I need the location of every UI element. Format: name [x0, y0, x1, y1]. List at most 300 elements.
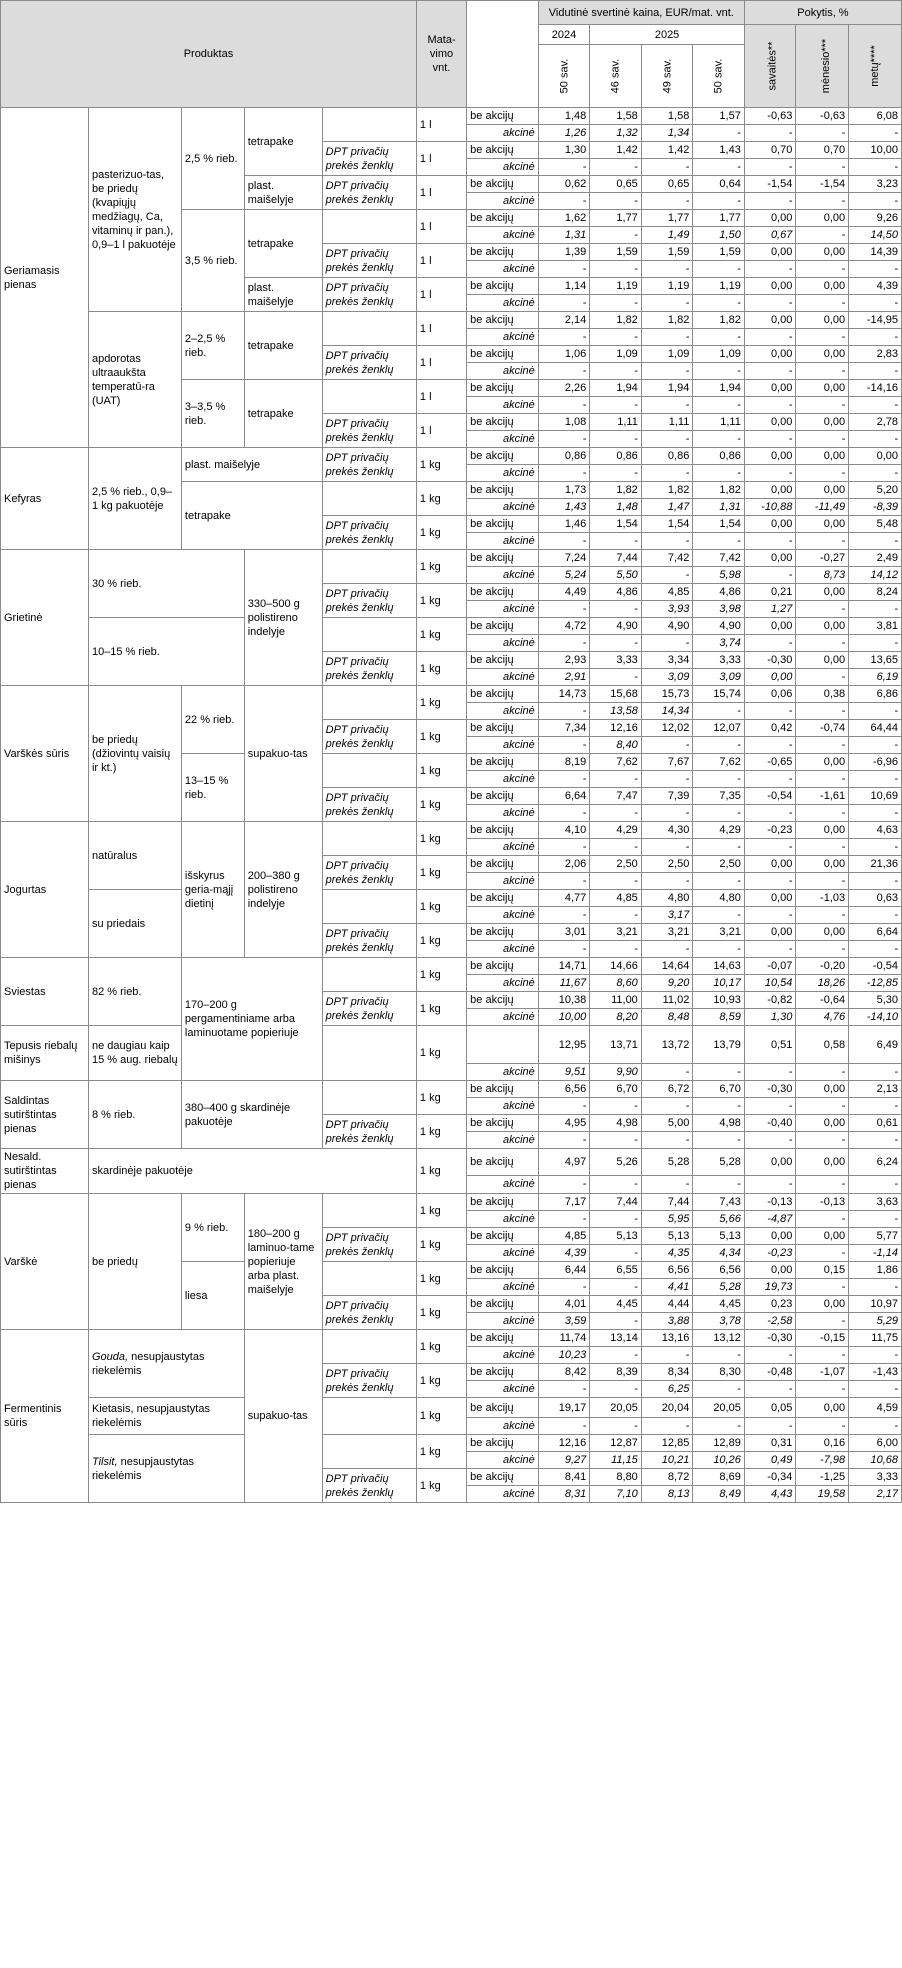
value-cell: 1,82 — [693, 482, 745, 499]
value-cell: - — [849, 397, 902, 414]
value-cell: - — [641, 261, 693, 278]
value-cell: - — [641, 295, 693, 312]
value-cell: 7,42 — [693, 550, 745, 567]
type-akc: akcinė — [467, 193, 539, 210]
value-cell: - — [744, 193, 796, 210]
value-cell: - — [538, 635, 590, 652]
value-cell: - — [849, 193, 902, 210]
value-cell: - — [849, 1279, 902, 1296]
value-cell: 1,27 — [744, 601, 796, 618]
value-cell: 0,00 — [744, 669, 796, 686]
value-cell: 1,54 — [641, 516, 693, 533]
value-cell: 6,64 — [538, 788, 590, 805]
value-cell: 4,76 — [796, 1009, 849, 1026]
value-cell: 1,59 — [641, 244, 693, 261]
sub-kietasis: Kietasis, nesupjaustytas riekelėmis — [88, 1398, 244, 1435]
value-cell: 0,00 — [744, 346, 796, 363]
value-cell: 4,10 — [538, 822, 590, 839]
value-cell: 5,66 — [693, 1211, 745, 1228]
brand-blank — [322, 686, 416, 720]
value-cell: -0,82 — [744, 992, 796, 1009]
value-cell: 4,80 — [693, 890, 745, 907]
value-cell: -1,25 — [796, 1469, 849, 1486]
value-cell: 0,00 — [796, 278, 849, 295]
value-cell: 1,11 — [641, 414, 693, 431]
pack-plast: plast. maišelyje — [244, 176, 322, 210]
fat-3-5: 3,5 % rieb. — [181, 210, 244, 312]
value-cell: 2,13 — [849, 1081, 902, 1098]
value-cell: 3,98 — [693, 601, 745, 618]
header-year-2025: 2025 — [590, 25, 745, 45]
type-akc: akcinė — [467, 1381, 539, 1398]
value-cell: 0,00 — [796, 414, 849, 431]
header-monthly: mėnesio*** — [796, 25, 849, 108]
value-cell: 1,82 — [641, 312, 693, 329]
value-cell: 11,67 — [538, 975, 590, 992]
fat-liesa: liesa — [181, 1262, 244, 1330]
type-akc: akcinė — [467, 465, 539, 482]
value-cell: - — [538, 295, 590, 312]
type-akc: akcinė — [467, 1418, 539, 1435]
value-cell: 8,30 — [693, 1364, 745, 1381]
value-cell: 4,39 — [538, 1245, 590, 1262]
value-cell: 5,13 — [641, 1228, 693, 1245]
type-be: be akcijų — [467, 278, 539, 295]
value-cell: - — [538, 737, 590, 754]
value-cell: - — [693, 193, 745, 210]
value-cell: 6,24 — [849, 1149, 902, 1176]
type-be: be akcijų — [467, 1330, 539, 1347]
value-cell: - — [796, 227, 849, 244]
value-cell: -0,34 — [744, 1469, 796, 1486]
value-cell: 0,86 — [590, 448, 642, 465]
value-cell: 3,81 — [849, 618, 902, 635]
value-cell: 1,62 — [538, 210, 590, 227]
type-be: be akcijų — [467, 516, 539, 533]
value-cell: 3,33 — [849, 1469, 902, 1486]
value-cell: 0,00 — [796, 1296, 849, 1313]
value-cell: - — [641, 567, 693, 584]
value-cell: 4,86 — [693, 584, 745, 601]
value-cell: 9,26 — [849, 210, 902, 227]
value-cell: 7,42 — [641, 550, 693, 567]
value-cell: 19,17 — [538, 1398, 590, 1418]
value-cell: - — [538, 703, 590, 720]
value-cell: - — [744, 1064, 796, 1081]
unit-cell: 1 kg — [416, 1398, 466, 1435]
value-cell: - — [693, 737, 745, 754]
value-cell: 1,54 — [693, 516, 745, 533]
value-cell: - — [744, 295, 796, 312]
value-cell: 0,00 — [744, 890, 796, 907]
value-cell: - — [590, 1245, 642, 1262]
type-be: be akcijų — [467, 1296, 539, 1313]
header-blank — [467, 1, 539, 108]
unit-cell: 1 kg — [416, 1296, 466, 1330]
value-cell: 1,34 — [641, 125, 693, 142]
gouda-name: Gouda, — [91, 1350, 129, 1363]
value-cell: - — [849, 125, 902, 142]
unit-cell: 1 kg — [416, 1115, 466, 1149]
value-cell: 9,20 — [641, 975, 693, 992]
type-be: be akcijų — [467, 890, 539, 907]
value-cell: - — [693, 1347, 745, 1364]
value-cell: 7,47 — [590, 788, 642, 805]
type-akc: akcinė — [467, 1098, 539, 1115]
value-cell: 13,65 — [849, 652, 902, 669]
value-cell: 8,20 — [590, 1009, 642, 1026]
value-cell: 0,42 — [744, 720, 796, 737]
unit-cell: 1 l — [416, 312, 466, 346]
value-cell: 1,31 — [538, 227, 590, 244]
value-cell: 5,28 — [693, 1149, 745, 1176]
value-cell: 1,08 — [538, 414, 590, 431]
unit-cell: 1 kg — [416, 1228, 466, 1262]
tilsit-rest: nesupjaustytas riekelėmis — [91, 1455, 194, 1482]
pack-pergament: 170–200 g pergamentiniame arba laminuotame popieriuje — [181, 958, 322, 1081]
value-cell: 2,83 — [849, 346, 902, 363]
sub-be-priedu-dz: be priedų (džiovintų vaisių ir kt.) — [88, 686, 181, 822]
pack-supak: supakuo-tas — [244, 1330, 322, 1503]
unit-cell: 1 kg — [416, 720, 466, 754]
fat-8: 8 % rieb. — [88, 1081, 181, 1149]
value-cell: - — [641, 465, 693, 482]
brand-dpt: DPT privačių prekės ženklų — [322, 516, 416, 550]
unit-cell: 1 kg — [416, 1364, 466, 1398]
value-cell: - — [796, 465, 849, 482]
value-cell: 0,00 — [796, 482, 849, 499]
value-cell: 0,61 — [849, 1115, 902, 1132]
value-cell: - — [796, 193, 849, 210]
value-cell: 13,71 — [590, 1026, 642, 1064]
pack-laminated: 180–200 g laminuo-tame popieriuje arba plast. maišelyje — [244, 1194, 322, 1330]
value-cell: 6,19 — [849, 669, 902, 686]
value-cell: 1,43 — [538, 499, 590, 516]
sub-uat: apdorotas ultraaukšta temperatū-ra (UAT) — [88, 312, 181, 448]
header-week-50a: 50 sav. — [538, 45, 590, 108]
value-cell: -1,03 — [796, 890, 849, 907]
value-cell: 3,01 — [538, 924, 590, 941]
value-cell: 4,45 — [693, 1296, 745, 1313]
value-cell: 5,95 — [641, 1211, 693, 1228]
pack-tin-2: skardinėje pakuotėje — [88, 1149, 416, 1194]
value-cell: 1,82 — [590, 482, 642, 499]
brand-dpt: DPT privačių prekės ženklų — [322, 584, 416, 618]
value-cell: - — [538, 431, 590, 448]
unit-cell: 1 l — [416, 176, 466, 210]
value-cell: 0,00 — [796, 652, 849, 669]
value-cell: 6,56 — [641, 1262, 693, 1279]
value-cell: 0,62 — [538, 176, 590, 193]
value-cell: 7,10 — [590, 1486, 642, 1503]
brand-dpt: DPT privačių prekės ženklų — [322, 788, 416, 822]
unit-cell: 1 kg — [416, 686, 466, 720]
tepusis-desc: ne daugiau kaip 15 % aug. riebalų — [88, 1026, 181, 1081]
value-cell: - — [641, 771, 693, 788]
value-cell: 0,00 — [744, 516, 796, 533]
value-cell: - — [796, 1245, 849, 1262]
value-cell: -0,15 — [796, 1330, 849, 1347]
value-cell: 8,19 — [538, 754, 590, 771]
value-cell: -14,95 — [849, 312, 902, 329]
value-cell: 12,95 — [538, 1026, 590, 1064]
value-cell: 10,23 — [538, 1347, 590, 1364]
value-cell: - — [744, 635, 796, 652]
value-cell: 0,00 — [796, 312, 849, 329]
value-cell: - — [796, 533, 849, 550]
value-cell: 7,67 — [641, 754, 693, 771]
value-cell: - — [849, 1347, 902, 1364]
value-cell: - — [538, 465, 590, 482]
value-cell: 4,90 — [693, 618, 745, 635]
value-cell: - — [590, 533, 642, 550]
value-cell: -1,14 — [849, 1245, 902, 1262]
value-cell: - — [744, 1381, 796, 1398]
value-cell: - — [796, 669, 849, 686]
value-cell: 1,19 — [641, 278, 693, 295]
value-cell: 14,73 — [538, 686, 590, 703]
brand-blank — [322, 482, 416, 516]
value-cell: 0,00 — [744, 380, 796, 397]
value-cell: - — [693, 703, 745, 720]
unit-cell: 1 kg — [416, 1262, 466, 1296]
unit-cell: 1 kg — [416, 652, 466, 686]
value-cell: - — [744, 839, 796, 856]
brand-blank — [322, 1026, 416, 1081]
value-cell: 8,72 — [641, 1469, 693, 1486]
value-cell: 6,70 — [693, 1081, 745, 1098]
value-cell: -7,98 — [796, 1452, 849, 1469]
value-cell: - — [796, 329, 849, 346]
value-cell: - — [538, 771, 590, 788]
value-cell: - — [641, 1064, 693, 1081]
type-akc: akcinė — [467, 635, 539, 652]
unit-cell: 1 kg — [416, 958, 466, 992]
brand-blank — [322, 1398, 416, 1435]
gouda-rest: nesupjaustytas riekelėmis — [91, 1350, 205, 1377]
brand-dpt: DPT privačių prekės ženklų — [322, 448, 416, 482]
value-cell: 2,78 — [849, 414, 902, 431]
value-cell: 0,00 — [796, 1228, 849, 1245]
value-cell: - — [641, 635, 693, 652]
value-cell: - — [538, 329, 590, 346]
value-cell: 0,05 — [744, 1398, 796, 1418]
unit-cell: 1 kg — [416, 822, 466, 856]
unit-cell: 1 kg — [416, 584, 466, 618]
type-be: be akcijų — [467, 1194, 539, 1211]
value-cell: 0,70 — [744, 142, 796, 159]
value-cell: - — [796, 907, 849, 924]
unit-cell: 1 kg — [416, 1469, 466, 1503]
value-cell: 10,26 — [693, 1452, 745, 1469]
value-cell: 3,21 — [641, 924, 693, 941]
type-akc: akcinė — [467, 1175, 539, 1193]
pack-plast: plast. maišelyje — [244, 278, 322, 312]
brand-dpt: DPT privačių prekės ženklų — [322, 856, 416, 890]
value-cell: -0,65 — [744, 754, 796, 771]
header-year-2024: 2024 — [538, 25, 590, 45]
value-cell: 5,24 — [538, 567, 590, 584]
value-cell: 2,17 — [849, 1486, 902, 1503]
value-cell: 0,00 — [796, 1149, 849, 1176]
value-cell: - — [744, 805, 796, 822]
value-cell: -6,96 — [849, 754, 902, 771]
value-cell: 0,00 — [744, 1228, 796, 1245]
value-cell: - — [693, 1064, 745, 1081]
value-cell: - — [693, 533, 745, 550]
fat-2-5: 2,5 % rieb. — [181, 108, 244, 210]
unit-cell: 1 l — [416, 142, 466, 176]
unit-cell: 1 kg — [416, 516, 466, 550]
value-cell: - — [849, 703, 902, 720]
type-be: be akcijų — [467, 312, 539, 329]
value-cell: 12,16 — [538, 1435, 590, 1452]
sub-isskyrus: išskyrus geria-mąjį dietinį — [181, 822, 244, 958]
value-cell: 8,40 — [590, 737, 642, 754]
value-cell: 5,13 — [693, 1228, 745, 1245]
pack-tetra: tetrapake — [244, 380, 322, 448]
value-cell: - — [693, 839, 745, 856]
fat-2-2-5: 2–2,5 % rieb. — [181, 312, 244, 380]
cat-varske: Varškė — [1, 1194, 89, 1330]
value-cell: 0,00 — [744, 924, 796, 941]
value-cell: 13,72 — [641, 1026, 693, 1064]
value-cell: 1,06 — [538, 346, 590, 363]
value-cell: 4,95 — [538, 1115, 590, 1132]
value-cell: 11,75 — [849, 1330, 902, 1347]
value-cell: 3,88 — [641, 1313, 693, 1330]
type-akc: akcinė — [467, 567, 539, 584]
value-cell: 10,21 — [641, 1452, 693, 1469]
brand-dpt: DPT privačių prekės ženklų — [322, 1469, 416, 1503]
value-cell: - — [693, 1132, 745, 1149]
value-cell: 5,29 — [849, 1313, 902, 1330]
value-cell: - — [796, 805, 849, 822]
value-cell: -0,23 — [744, 1245, 796, 1262]
value-cell: 1,49 — [641, 227, 693, 244]
value-cell: 0,00 — [744, 448, 796, 465]
value-cell: 0,86 — [693, 448, 745, 465]
type-be: be akcijų — [467, 958, 539, 975]
value-cell: 3,74 — [693, 635, 745, 652]
value-cell: - — [849, 295, 902, 312]
value-cell: - — [796, 1098, 849, 1115]
value-cell: - — [796, 1381, 849, 1398]
value-cell: 15,74 — [693, 686, 745, 703]
value-cell: - — [590, 295, 642, 312]
value-cell: 0,51 — [744, 1026, 796, 1064]
value-cell: - — [590, 1175, 642, 1193]
value-cell: 1,19 — [590, 278, 642, 295]
brand-dpt: DPT privačių prekės ženklų — [322, 414, 416, 448]
value-cell: - — [744, 159, 796, 176]
type-be: be akcijų — [467, 652, 539, 669]
value-cell: 1,09 — [590, 346, 642, 363]
value-cell: 19,58 — [796, 1486, 849, 1503]
value-cell: - — [590, 227, 642, 244]
value-cell: - — [693, 159, 745, 176]
value-cell: 6,64 — [849, 924, 902, 941]
value-cell: 0,00 — [796, 346, 849, 363]
value-cell: - — [796, 1064, 849, 1081]
brand-blank — [322, 822, 416, 856]
type-akc: akcinė — [467, 397, 539, 414]
brand-blank — [322, 754, 416, 788]
header-week-46: 46 sav. — [590, 45, 642, 108]
value-cell: - — [796, 397, 849, 414]
value-cell: 12,07 — [693, 720, 745, 737]
value-cell: - — [849, 1381, 902, 1398]
value-cell: 20,05 — [693, 1398, 745, 1418]
value-cell: - — [538, 1175, 590, 1193]
value-cell: - — [796, 941, 849, 958]
value-cell: 5,30 — [849, 992, 902, 1009]
value-cell: 4,34 — [693, 1245, 745, 1262]
value-cell: 14,64 — [641, 958, 693, 975]
value-cell: - — [849, 363, 902, 380]
value-cell: 1,82 — [590, 312, 642, 329]
value-cell: 6,44 — [538, 1262, 590, 1279]
value-cell: 64,44 — [849, 720, 902, 737]
value-cell: - — [849, 907, 902, 924]
type-akc: akcinė — [467, 431, 539, 448]
value-cell: - — [641, 431, 693, 448]
header-product: Produktas — [1, 1, 417, 108]
value-cell: 7,44 — [641, 1194, 693, 1211]
type-be: be akcijų — [467, 482, 539, 499]
type-akc: akcinė — [467, 1132, 539, 1149]
sub-tilsit — [88, 1435, 244, 1503]
value-cell: - — [641, 1347, 693, 1364]
value-cell: 0,00 — [796, 618, 849, 635]
value-cell: 1,59 — [693, 244, 745, 261]
value-cell: 1,42 — [641, 142, 693, 159]
value-cell: 19,73 — [744, 1279, 796, 1296]
value-cell: - — [693, 261, 745, 278]
value-cell: - — [641, 839, 693, 856]
value-cell: - — [849, 1175, 902, 1193]
value-cell: 10,93 — [693, 992, 745, 1009]
value-cell: - — [849, 1098, 902, 1115]
type-be: be akcijų — [467, 1398, 539, 1418]
value-cell: - — [849, 159, 902, 176]
type-be: be akcijų — [467, 992, 539, 1009]
value-cell: - — [796, 261, 849, 278]
type-be: be akcijų — [467, 1115, 539, 1132]
value-cell: 4,35 — [641, 1245, 693, 1262]
value-cell: 3,93 — [641, 601, 693, 618]
value-cell: 0,70 — [796, 142, 849, 159]
value-cell: -12,85 — [849, 975, 902, 992]
value-cell: - — [693, 907, 745, 924]
brand-blank — [322, 1262, 416, 1296]
value-cell: 8,69 — [693, 1469, 745, 1486]
unit-cell: 1 kg — [416, 550, 466, 584]
value-cell: 4,41 — [641, 1279, 693, 1296]
value-cell: 10,68 — [849, 1452, 902, 1469]
value-cell: 4,77 — [538, 890, 590, 907]
value-cell: - — [849, 941, 902, 958]
value-cell: 8,80 — [590, 1469, 642, 1486]
value-cell: - — [744, 1132, 796, 1149]
value-cell: -0,30 — [744, 1081, 796, 1098]
value-cell: 14,66 — [590, 958, 642, 975]
value-cell: 8,13 — [641, 1486, 693, 1503]
type-akc: akcinė — [467, 1211, 539, 1228]
brand-dpt: DPT privačių prekės ženklų — [322, 278, 416, 312]
value-cell: 0,58 — [796, 1026, 849, 1064]
value-cell: - — [538, 1279, 590, 1296]
